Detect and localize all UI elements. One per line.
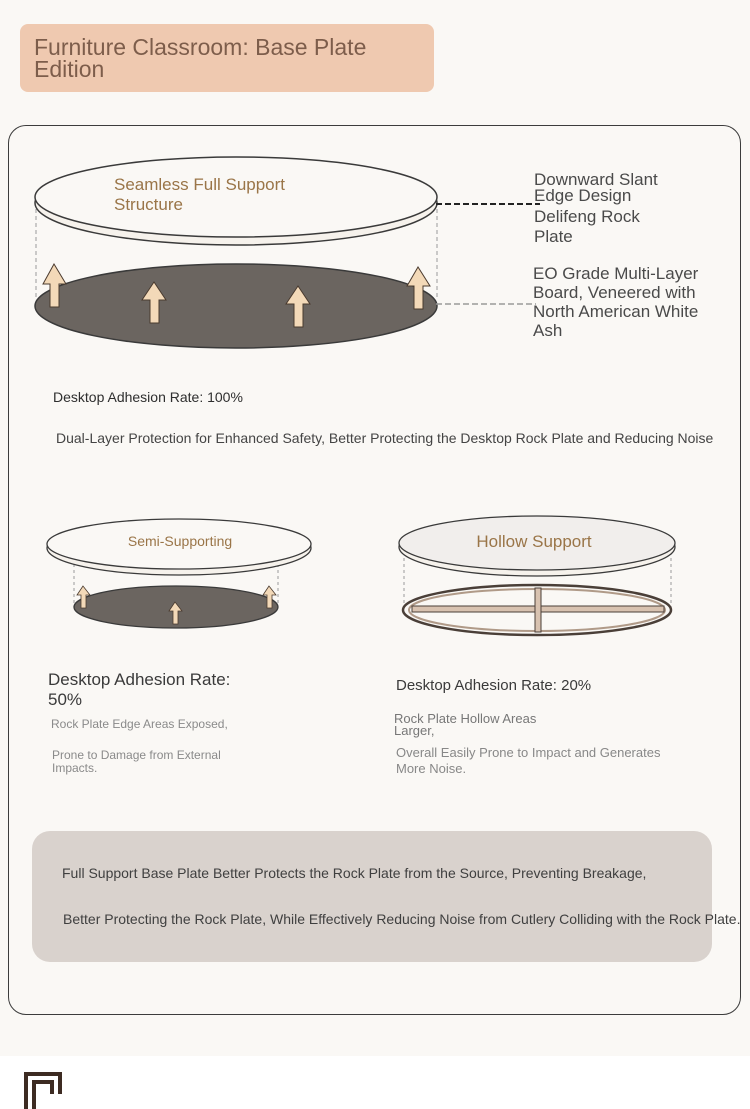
semi-note-edge-exposed: Rock Plate Edge Areas Exposed, [51, 717, 228, 731]
page-title: Furniture Classroom: Base Plate Edition [34, 34, 367, 82]
full-base-plate [35, 264, 437, 348]
full-adhesion-rate: Desktop Adhesion Rate: 100% [53, 389, 243, 405]
hollow-support-label: Hollow Support [476, 532, 592, 551]
hollow-adhesion-rate: Desktop Adhesion Rate: 20% [396, 677, 592, 694]
callout-edge-design: Downward Slant Edge Design [534, 170, 658, 205]
semi-adhesion-rate: Desktop Adhesion Rate: 50% [48, 670, 231, 709]
hollow-support-diagram [396, 512, 678, 638]
summary-line-2: Better Protecting the Rock Plate, While Effectively Reducing Noise from Cutlery Colliding with the Rock Plate. [63, 911, 741, 927]
semi-support-diagram [44, 514, 316, 632]
callout-leader-lines [436, 195, 546, 315]
semi-support-label: Semi-Supporting [127, 533, 233, 549]
hollow-note-areas: Rock Plate Hollow Areas Larger, [394, 711, 537, 738]
header-banner [20, 24, 434, 92]
full-support-benefit: Dual-Layer Protection for Enhanced Safety, Better Protecting the Desktop Rock Plate and Reducing Noise [56, 430, 714, 446]
hollow-note-noise: Overall Easily Prone to Impact and Generates More Noise. [396, 745, 661, 776]
callout-multi-layer-board: EO Grade Multi-Layer Board, Veneered with North American White Ash [533, 264, 699, 340]
brand-logo-icon [24, 1072, 62, 1109]
callout-rock-plate: Delifeng Rock Plate [534, 207, 640, 246]
footer-strip [0, 1056, 750, 1109]
summary-band [32, 831, 712, 962]
semi-note-damage: Prone to Damage from External Impacts. [52, 748, 221, 775]
summary-line-1: Full Support Base Plate Better Protects the Rock Plate from the Source, Preventing Breakage, [62, 865, 647, 881]
full-support-label: Seamless Full Support Structure [114, 175, 286, 214]
